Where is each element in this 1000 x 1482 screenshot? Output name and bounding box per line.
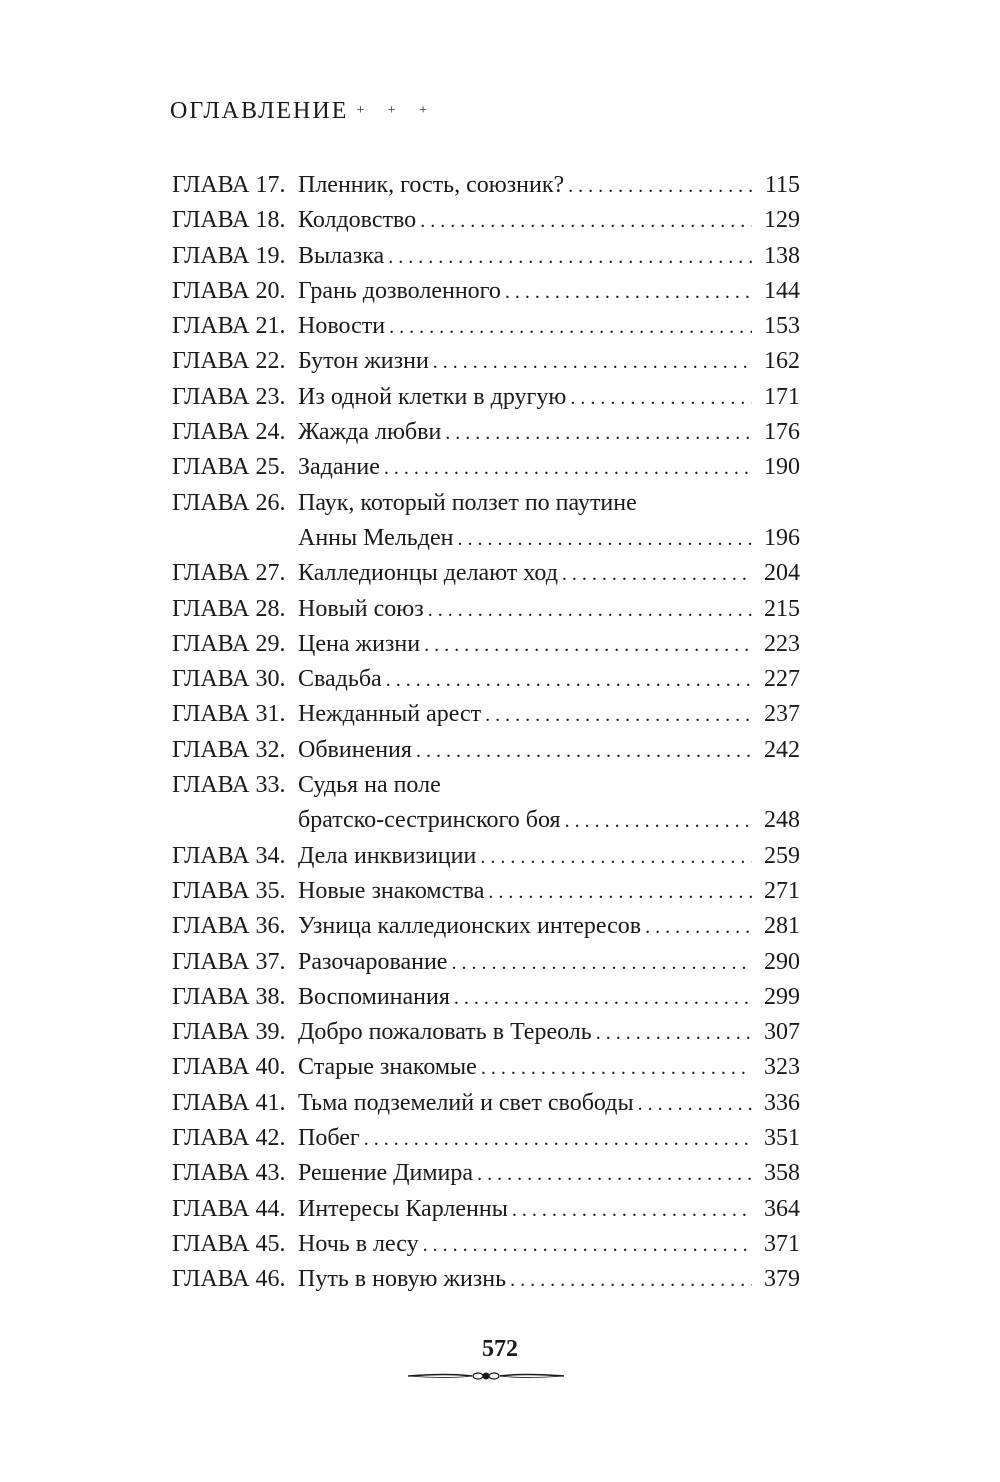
chapter-title: Новости (298, 313, 386, 340)
toc-entry[interactable] (172, 380, 800, 415)
chapter-label: ГЛАВА 25. (172, 454, 286, 481)
dot-leader (424, 628, 752, 663)
chapter-title: Жажда любви (298, 419, 442, 446)
toc-entry[interactable] (172, 839, 800, 874)
toc-entry[interactable] (172, 1050, 800, 1085)
dot-leader (384, 451, 752, 486)
dot-leader (638, 1087, 752, 1122)
toc-line (172, 344, 800, 379)
dot-leader (562, 557, 752, 592)
chapter-label: ГЛАВА 22. (172, 348, 286, 375)
toc-line (172, 945, 800, 980)
chapter-page-number: 162 (764, 348, 800, 375)
toc-line (172, 1121, 800, 1156)
toc-line (172, 486, 800, 521)
toc-line (172, 1156, 800, 1191)
toc-entry[interactable] (172, 1121, 800, 1156)
toc-entry[interactable] (172, 168, 800, 203)
chapter-label: ГЛАВА 43. (172, 1160, 286, 1187)
chapter-label: ГЛАВА 41. (172, 1089, 286, 1116)
chapter-page-number: 144 (764, 277, 800, 304)
page-number: 572 (482, 1336, 518, 1362)
toc-line (172, 1227, 800, 1262)
toc-line (172, 1015, 800, 1050)
toc-line (172, 309, 800, 344)
chapter-title: Задание (298, 454, 380, 481)
toc-entry[interactable] (172, 203, 800, 238)
chapter-label: ГЛАВА 44. (172, 1195, 286, 1222)
chapter-page-number: 271 (764, 877, 800, 904)
chapter-label: ГЛАВА 28. (172, 595, 286, 622)
chapter-label: ГЛАВА 38. (172, 983, 286, 1010)
toc-entry[interactable] (172, 592, 800, 627)
chapter-page-number: 129 (764, 207, 800, 234)
toc-line (172, 1262, 800, 1297)
chapter-label: ГЛАВА 40. (172, 1054, 286, 1081)
dot-leader (565, 804, 752, 839)
toc-entry[interactable] (172, 768, 800, 839)
chapter-label: ГЛАВА 39. (172, 1019, 286, 1046)
chapter-label: ГЛАВА 34. (172, 842, 286, 869)
chapter-title: Из одной клетки в другую (298, 383, 567, 410)
chapter-page-number: 237 (764, 701, 800, 728)
toc-entry[interactable] (172, 556, 800, 591)
chapter-title: Новый союз (298, 595, 424, 622)
chapter-label: ГЛАВА 46. (172, 1266, 286, 1293)
toc-line (172, 980, 800, 1015)
toc-entry[interactable] (172, 1227, 800, 1262)
chapter-label: ГЛАВА 18. (172, 207, 286, 234)
dot-leader (510, 1263, 752, 1298)
chapter-page-number: 153 (764, 313, 800, 340)
dot-leader (420, 204, 752, 239)
dot-leader (480, 840, 752, 875)
dot-leader (364, 1122, 752, 1157)
chapter-label: ГЛАВА 17. (172, 172, 286, 198)
chapter-title: Калледионцы делают ход (298, 560, 558, 587)
toc-line (172, 662, 800, 697)
chapter-title: Обвинения (298, 736, 412, 763)
chapter-title: Воспоминания (298, 983, 450, 1010)
dot-leader (512, 1193, 752, 1228)
toc-line (172, 839, 800, 874)
chapter-page-number: 323 (764, 1054, 800, 1081)
chapter-page-number: 242 (764, 736, 800, 763)
toc-line (172, 556, 800, 591)
chapter-title: Паук, который ползет по паутине (298, 489, 637, 516)
page-title (170, 98, 437, 125)
toc-line (172, 274, 800, 309)
toc-entry[interactable] (172, 309, 800, 344)
chapter-page-number: 227 (764, 666, 800, 693)
toc-entry[interactable] (172, 874, 800, 909)
toc-entry[interactable] (172, 415, 800, 450)
dot-leader (433, 345, 752, 380)
dot-leader (445, 416, 752, 451)
toc-line (172, 1050, 800, 1085)
chapter-title: Судья на поле (298, 772, 441, 799)
chapter-label: ГЛАВА 45. (172, 1230, 286, 1257)
chapter-title: Добро пожаловать в Тереоль (298, 1019, 592, 1046)
chapter-page-number: 364 (764, 1195, 800, 1222)
chapter-title: Вылазка (298, 242, 385, 269)
toc-entry[interactable] (172, 1262, 800, 1297)
chapter-page-number: 351 (764, 1125, 800, 1152)
dot-leader (451, 946, 752, 981)
chapter-title: братско-сестринского боя (298, 807, 561, 834)
toc-entry[interactable] (172, 980, 800, 1015)
chapter-page-number: 358 (764, 1160, 800, 1187)
toc-entry[interactable] (172, 697, 800, 732)
chapter-title: Побег (298, 1125, 360, 1152)
dot-leader (423, 1228, 752, 1263)
chapter-title: Старые знакомые (298, 1054, 477, 1081)
chapter-title: Дела инквизиции (298, 842, 477, 869)
toc-entry[interactable] (172, 627, 800, 662)
dot-leader (389, 310, 752, 345)
chapter-page-number: 223 (764, 630, 800, 657)
chapter-label: ГЛАВА 29. (172, 630, 286, 657)
chapter-label: ГЛАВА 33. (172, 772, 286, 799)
toc-entry[interactable] (172, 486, 800, 557)
toc-line (172, 415, 800, 450)
toc-line (172, 874, 800, 909)
chapter-page-number: 196 (764, 524, 800, 551)
toc-entry[interactable] (172, 662, 800, 697)
toc-entry[interactable] (172, 344, 800, 379)
dot-leader (596, 1016, 752, 1051)
chapter-title: Новые знакомства (298, 877, 485, 904)
chapter-page-number: 307 (764, 1019, 800, 1046)
toc-entry[interactable] (172, 1192, 800, 1227)
toc-line (172, 768, 800, 803)
chapter-label: ГЛАВА 27. (172, 560, 286, 587)
toc-line (172, 1086, 800, 1121)
chapter-page-number: 115 (764, 172, 800, 198)
dot-leader (488, 875, 752, 910)
chapter-page-number: 299 (764, 983, 800, 1010)
chapter-page-number: 176 (764, 419, 800, 446)
toc-entry[interactable] (172, 1086, 800, 1121)
chapter-label: ГЛАВА 23. (172, 383, 286, 410)
chapter-label: ГЛАВА 20. (172, 277, 286, 304)
toc-line (172, 380, 800, 415)
toc-line (172, 592, 800, 627)
chapter-page-number: 138 (764, 242, 800, 269)
toc-line (172, 521, 800, 556)
chapter-title: Интересы Карленны (298, 1195, 508, 1222)
chapter-label: ГЛАВА 24. (172, 419, 286, 446)
title-ornament: + + + (356, 103, 438, 118)
toc-entry[interactable] (172, 909, 800, 944)
dot-leader (428, 593, 752, 628)
chapter-page-number: 215 (764, 595, 800, 622)
dot-leader (568, 169, 752, 204)
chapter-page-number: 371 (764, 1230, 800, 1257)
chapter-label: ГЛАВА 19. (172, 242, 286, 269)
dot-leader (416, 734, 752, 769)
dot-leader (388, 240, 752, 275)
chapter-page-number: 190 (764, 454, 800, 481)
chapter-title: Колдовство (298, 207, 417, 234)
toc-line (172, 627, 800, 662)
chapter-label: ГЛАВА 26. (172, 489, 286, 516)
chapter-label: ГЛАВА 37. (172, 948, 286, 975)
toc-line (172, 239, 800, 274)
dot-leader (485, 698, 752, 733)
chapter-label: ГЛАВА 21. (172, 313, 286, 340)
toc-line (172, 203, 800, 238)
chapter-label: ГЛАВА 36. (172, 913, 286, 940)
chapter-title: Тьма подземелий и свет свободы (298, 1089, 634, 1116)
chapter-page-number: 171 (764, 383, 800, 410)
toc-entry[interactable] (172, 450, 800, 485)
chapter-page-number: 248 (764, 807, 800, 834)
toc-line (172, 450, 800, 485)
dot-leader (454, 981, 752, 1016)
dot-leader (570, 381, 752, 416)
toc-entry[interactable] (172, 945, 800, 980)
toc-line (172, 697, 800, 732)
chapter-label: ГЛАВА 30. (172, 666, 286, 693)
dot-leader (386, 663, 752, 698)
table-of-contents (172, 168, 800, 1298)
toc-line (172, 803, 800, 838)
folio-ornament-icon (406, 1368, 566, 1384)
chapter-label: ГЛАВА 32. (172, 736, 286, 763)
chapter-title: Решение Димира (298, 1160, 474, 1187)
toc-entry[interactable] (172, 1156, 800, 1191)
dot-leader (457, 522, 752, 557)
toc-entry[interactable] (172, 733, 800, 768)
chapter-label: ГЛАВА 31. (172, 701, 286, 728)
dot-leader (645, 910, 752, 945)
chapter-title: Цена жизни (298, 630, 421, 657)
toc-entry[interactable] (172, 1015, 800, 1050)
toc-entry[interactable] (172, 274, 800, 309)
chapter-label: ГЛАВА 35. (172, 877, 286, 904)
chapter-title: Путь в новую жизнь (298, 1266, 507, 1293)
chapter-page-number: 281 (764, 913, 800, 940)
chapter-title: Анны Мельден (298, 524, 454, 551)
toc-line (172, 168, 800, 203)
chapter-page-number: 379 (764, 1266, 800, 1293)
chapter-page-number: 336 (764, 1089, 800, 1116)
chapter-title: Бутон жизни (298, 348, 429, 375)
toc-line (172, 909, 800, 944)
dot-leader (481, 1051, 752, 1086)
chapter-title: Свадьба (298, 666, 382, 693)
chapter-title: Нежданный арест (298, 701, 482, 728)
toc-line (172, 1192, 800, 1227)
chapter-page-number: 259 (764, 842, 800, 869)
toc-line (172, 733, 800, 768)
page-title-text: ОГЛАВЛЕНИЕ (170, 98, 349, 124)
chapter-title: Пленник, гость, союзник? (298, 172, 565, 198)
toc-entry[interactable] (172, 239, 800, 274)
dot-leader (477, 1157, 752, 1192)
chapter-title: Узница калледионских интересов (298, 913, 642, 940)
chapter-label: ГЛАВА 42. (172, 1125, 286, 1152)
chapter-title: Ночь в лесу (298, 1230, 419, 1257)
chapter-page-number: 290 (764, 948, 800, 975)
chapter-title: Грань дозволенного (298, 277, 501, 304)
dot-leader (505, 275, 752, 310)
chapter-page-number: 204 (764, 560, 800, 587)
chapter-title: Разочарование (298, 948, 448, 975)
